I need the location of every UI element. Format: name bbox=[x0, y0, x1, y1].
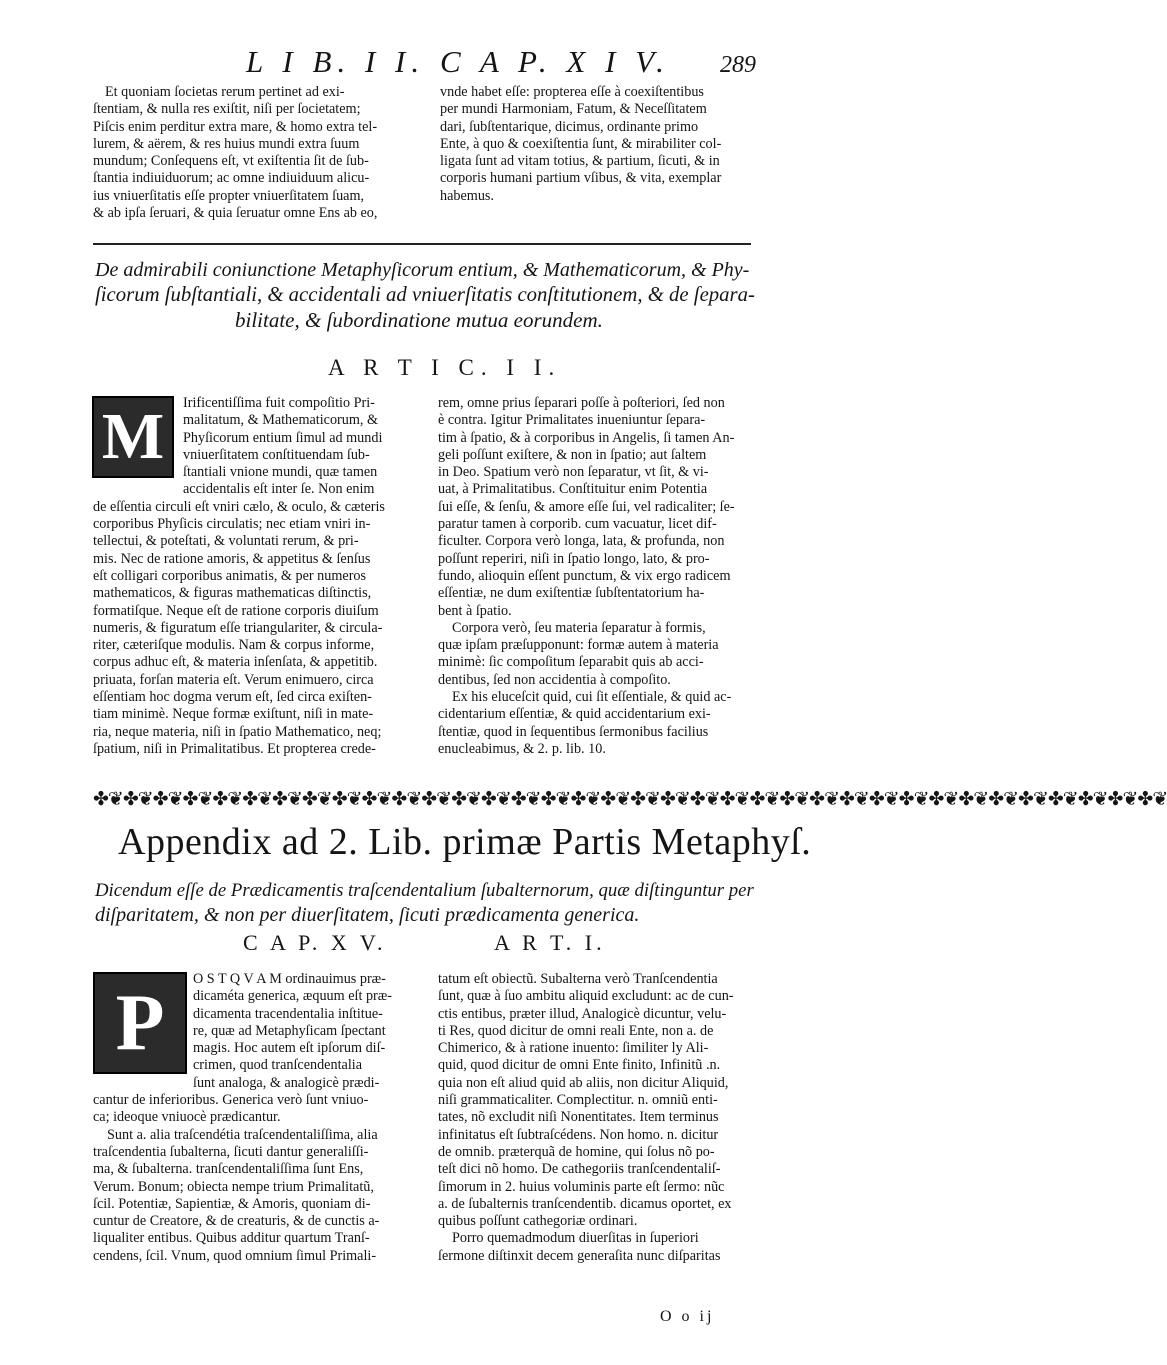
text-line: mis. Nec de ratione amoris, & appetitus & ſenſus bbox=[93, 550, 371, 567]
text-line: ti Res, quod dicitur de omni reali Ente, non a. de bbox=[438, 1022, 714, 1039]
text-line: tatum eſt obiectũ. Subalterna verò Tranſcendentia bbox=[438, 971, 718, 987]
text-line: ficulter. Corpora verò longa, lata, & profunda, non bbox=[438, 533, 725, 550]
subtitle-line: diſparitatem, & non per diuerſitatem, ſicuti prædicamenta generica. bbox=[95, 904, 640, 926]
text-line: malitatum, & Mathematicorum, & bbox=[183, 412, 379, 429]
text-line: ctis entibus, præter illud, Analogicè dicuntur, velu- bbox=[438, 1005, 727, 1022]
heading-line: bilitate, & ſubordinatione mutua eorundem. bbox=[235, 308, 603, 332]
text-line: ſermone diſtinxit decem generaſita nunc diſparitas bbox=[438, 1247, 721, 1264]
page-number: 289 bbox=[720, 52, 756, 78]
text-line: Ex his eluceſcit quid, cui ſit eſſentiale, & quid ac- bbox=[452, 689, 732, 706]
text-line: ſpatium, niſi in Primalitatibus. Et propterea crede- bbox=[93, 740, 376, 757]
text-line: ſtantiali vnione mundi, quæ tamen bbox=[183, 464, 378, 481]
text-line: uat, à Primalitatibus. Conſtituitur enim Potentia bbox=[438, 481, 708, 498]
text-line: Irificentiſſima fuit compoſitio Pri- bbox=[183, 395, 375, 411]
text-line: Ente, à quo & coexiſtentia ſunt, & mirabiliter col- bbox=[440, 135, 722, 152]
text-line: quæ ipſam præſupponunt: formæ autem à materia bbox=[438, 637, 719, 654]
text-line: Et quoniam ſocietas rerum pertinet ad exi- bbox=[105, 84, 345, 100]
text-line: mundum; Conſequens eſt, vt exiſtentia ſit de ſub- bbox=[93, 153, 369, 170]
ornamental-border: ✤❦✤❦✤❦✤❦✤❦✤❦✤❦✤❦✤❦✤❦✤❦✤❦✤❦✤❦✤❦✤❦✤❦✤❦✤❦✤❦✤❦✤❦✤❦✤❦✤❦✤❦✤❦✤❦✤❦✤❦✤❦✤❦✤❦✤❦✤❦✤❦ bbox=[93, 789, 1167, 810]
text-line: habemus. bbox=[440, 187, 494, 204]
text-line: a. de ſubalternis tranſcendentib. dicamus oportet, ex bbox=[438, 1195, 732, 1212]
article-heading bbox=[95, 258, 755, 333]
text-line: cuntur de Creatore, & de creaturis, & de cunctis a- bbox=[93, 1213, 380, 1230]
text-line: niſi grammaticaliter. Complectitur. n. omniũ enti- bbox=[438, 1092, 718, 1109]
appendix-subtitle bbox=[95, 878, 755, 928]
text-line: cidentarium eſſentiæ, & quid accidentarium exi- bbox=[438, 706, 711, 723]
heading-line: De admirabili coniunctione Metaphyſicorum entium, & Mathematicorum, & Phy- bbox=[95, 259, 750, 281]
text-line: fundo, alioquin eſſent punctum, & vix ergo radicem bbox=[438, 567, 731, 584]
text-line: ma, & ſubalterna. tranſcendentaliſſima ſunt Ens, bbox=[93, 1161, 364, 1178]
text-line: dicamenta tracendentalia inſtitue- bbox=[193, 1005, 383, 1022]
text-line: in Deo. Spatium verò non ſeparatur, vt ſit, & vi- bbox=[438, 464, 709, 481]
text-line: priuata, forſan materia eſt. Verum enimuero, circa bbox=[93, 671, 374, 688]
text-line: dicaméta generica, æquum eſt præ- bbox=[193, 988, 392, 1005]
running-head-right: C A P. X I V. bbox=[440, 44, 670, 79]
text-line: corpus adhuc eſt, & materia inſenſata, & appetitib. bbox=[93, 654, 378, 671]
text-line: bent à ſpatio. bbox=[438, 602, 512, 619]
text-line: dari, ſubſtentarique, dicimus, ordinante primo bbox=[440, 118, 699, 135]
text-line: ligata ſunt ad vitam totius, & partium, ſicuti, & in bbox=[440, 153, 720, 170]
text-line: quibus poſſunt cathegoriæ ordinari. bbox=[438, 1213, 638, 1230]
text-line: ca; ideoque vniuocè prædicantur. bbox=[93, 1109, 281, 1126]
text-line: dentibus, ſed non accidentia à compoſito. bbox=[438, 671, 671, 688]
text-line: de omnib. præterquã de homine, qui ſolus nõ po- bbox=[438, 1143, 715, 1160]
text-line: rem, omne prius ſeparari poſſe à poſteriori, ſed non bbox=[438, 395, 725, 411]
text-line: quia non eſt aliud quid ab aliis, non dicitur Aliquid, bbox=[438, 1074, 729, 1091]
text-line: Sunt a. alia traſcendétia traſcendentaliſſima, alia bbox=[107, 1126, 378, 1143]
text-line: quid, quod dicitur de omni Ente finito, Infinitũ .n. bbox=[438, 1057, 721, 1074]
heading-line: ſicorum ſubſtantiali, & accidentali ad vniuerſitatis conſtitutionem, & de ſepara- bbox=[95, 284, 755, 306]
text-line: crimen, quod tranſcendentalia bbox=[193, 1057, 362, 1074]
text-line: tim à ſpatio, & à corporibus in Angelis, ſi tamen An- bbox=[438, 429, 735, 446]
text-line: vniuerſitatem conſtituendam ſub- bbox=[183, 446, 370, 463]
text-line: mathematicos, & figuras mathematicas diſtinctis, bbox=[93, 585, 372, 602]
text-line: Corpora verò, ſeu materia ſeparatur à formis, bbox=[452, 619, 706, 636]
text-line: Piſcis enim perditur extra mare, & homo extra tel- bbox=[93, 118, 378, 135]
text-line: liqualiter entibus. Quibus additur quartum Tranſ- bbox=[93, 1230, 370, 1247]
text-line: ſunt, quæ à ſuo ambitu aliquid excludunt: ac de cun- bbox=[438, 988, 734, 1005]
text-line: lurem, & aërem, & res huius mundi extra ſuum bbox=[93, 135, 360, 152]
text-line: & ab ipſa ſeruari, & quia ſeruatur omne Ens ab eo, bbox=[93, 205, 378, 222]
text-line: ſunt analoga, & analogicè prædi- bbox=[193, 1074, 380, 1091]
top-right-column bbox=[440, 84, 752, 205]
text-line: tellectui, & poteſtati, & voluntati rerum, & pri- bbox=[93, 533, 359, 550]
article-label: A R T I C. I I. bbox=[328, 355, 562, 380]
text-line: corporibus Phyſicis circulatis; nec etiam vniri in- bbox=[93, 516, 371, 533]
text-line: ſui eſſe, & ſenſu, & amore eſſe ſui, vel radicaliter; ſe- bbox=[438, 498, 735, 515]
text-line: riter, cæteriſque modulis. Nam & corpus informe, bbox=[93, 637, 375, 654]
text-line: cendens, ſcil. Vnum, quod omnium ſimul Primali- bbox=[93, 1247, 377, 1264]
text-line: re, quæ ad Metaphyſicam ſpectant bbox=[193, 1022, 386, 1039]
appendix-title: Appendix ad 2. Lib. primæ Partis Metaphyſ. bbox=[118, 821, 812, 863]
text-line: numeris, & figuratum eſſe triangulariter, & circula- bbox=[93, 619, 383, 636]
text-line: teſt dici nõ homo. De cathegoriis tranſcendentaliſ- bbox=[438, 1161, 721, 1178]
text-line: O S T Q V A M ordinauimus præ- bbox=[193, 971, 386, 987]
text-line: ſcil. Potentiæ, Sapientiæ, & Amoris, quoniam di- bbox=[93, 1195, 371, 1212]
text-line: formatiſque. Neque eſt de ratione corporis diuiſum bbox=[93, 602, 379, 619]
text-line: ſtentiam, & nulla res exiſtit, niſi per ſocietatem; bbox=[93, 101, 361, 118]
text-line: per mundi Harmoniam, Fatum, & Neceſſitatem bbox=[440, 101, 707, 118]
text-line: cantur de inferioribus. Generica verò ſunt vniuo- bbox=[93, 1092, 369, 1109]
catchword: O o ij bbox=[660, 1308, 715, 1325]
text-line: eſſentiæ, ne dum exiſtentiæ ſubſtentatorium ha- bbox=[438, 585, 705, 602]
text-line: poſſunt reperiri, niſi in ſpatio longo, lato, & pro- bbox=[438, 550, 710, 567]
art-label: A R T. I. bbox=[494, 930, 606, 955]
text-line: paratur tamen à corporib. cum vacuatur, licet dif- bbox=[438, 516, 717, 533]
text-line: de eſſentia circuli eſt vniri cælo, & oculo, & cæteris bbox=[93, 498, 385, 515]
text-line: enucleabimus, & 2. p. lib. 10. bbox=[438, 740, 606, 757]
drop-cap-p: P bbox=[93, 972, 187, 1074]
text-line: Porro quemadmodum diuerſitas in ſuperiori bbox=[452, 1230, 699, 1247]
text-line: vnde habet eſſe: propterea eſſe à coexiſtentibus bbox=[440, 84, 704, 100]
text-line: Chimerico, & à ratione inuento: ſimiliter ly Ali- bbox=[438, 1040, 709, 1057]
chapter-left-column bbox=[93, 971, 417, 1265]
running-head-left: L I B. I I. bbox=[246, 44, 426, 79]
text-line: eſſentiam hoc dogma verum eſt, ſed circa exiſten- bbox=[93, 689, 372, 706]
text-line: traſcendentia ſubalterna, ſicuti dantur generaliſſi- bbox=[93, 1143, 369, 1160]
text-line: tiam minimè. Neque formæ exiſtunt, niſi in mate- bbox=[93, 706, 374, 723]
text-line: Verum. Bonum; obiecta nempe trium Primalitatũ, bbox=[93, 1178, 374, 1195]
article-right-column bbox=[438, 395, 756, 758]
text-line: ſtantia indiuiduorum; ac omne indiuiduum alicu- bbox=[93, 170, 370, 187]
text-line: ſimorum in 2. huius voluminis parte eſt ſermo: nũc bbox=[438, 1178, 725, 1195]
text-line: corporis humani partium vſibus, & vita, exemplar bbox=[440, 170, 722, 187]
text-line: ſtentiæ, quod in ſequentibus ſermonibus facilius bbox=[438, 723, 709, 740]
text-line: eſt colligari corporibus animatis, & per numeros bbox=[93, 567, 367, 584]
section-divider-rule bbox=[93, 243, 751, 245]
text-line: ria, neque materia, niſi in ſpatio Mathematico, neq; bbox=[93, 723, 382, 740]
text-line: infinitatus eſt ſubtraſcédens. Non homo. n. dicitur bbox=[438, 1126, 719, 1143]
text-line: ius vniuerſitatis eſſe propter vniuerſitatem ſuam, bbox=[93, 187, 365, 204]
top-left-column bbox=[93, 84, 417, 222]
article-left-column bbox=[93, 395, 417, 758]
text-line: è contra. Igitur Primalitates inueniuntur ſepara- bbox=[438, 412, 706, 429]
text-line: geli poſſunt exiſtere, & non in ſpatio; aut ſaltem bbox=[438, 446, 707, 463]
chapter-right-column bbox=[438, 971, 756, 1265]
chapter-label: C A P. X V. bbox=[243, 930, 387, 955]
text-line: minimè: ſic compoſitum ſeparabit quis ab acci- bbox=[438, 654, 704, 671]
drop-cap-m: M bbox=[92, 396, 174, 478]
text-line: accidentalis eſt inter ſe. Non enim bbox=[183, 481, 375, 498]
subtitle-line: Dicendum eſſe de Prædicamentis traſcendentalium ſubalternorum, quæ diſtinguntur per bbox=[95, 880, 754, 901]
text-line: Phyſicorum entium ſimul ad mundi bbox=[183, 429, 383, 446]
text-line: tates, nõ excludit niſi Nonentitates. Item terminus bbox=[438, 1109, 719, 1126]
text-line: magis. Hoc autem eſt ipſorum diſ- bbox=[193, 1040, 386, 1057]
